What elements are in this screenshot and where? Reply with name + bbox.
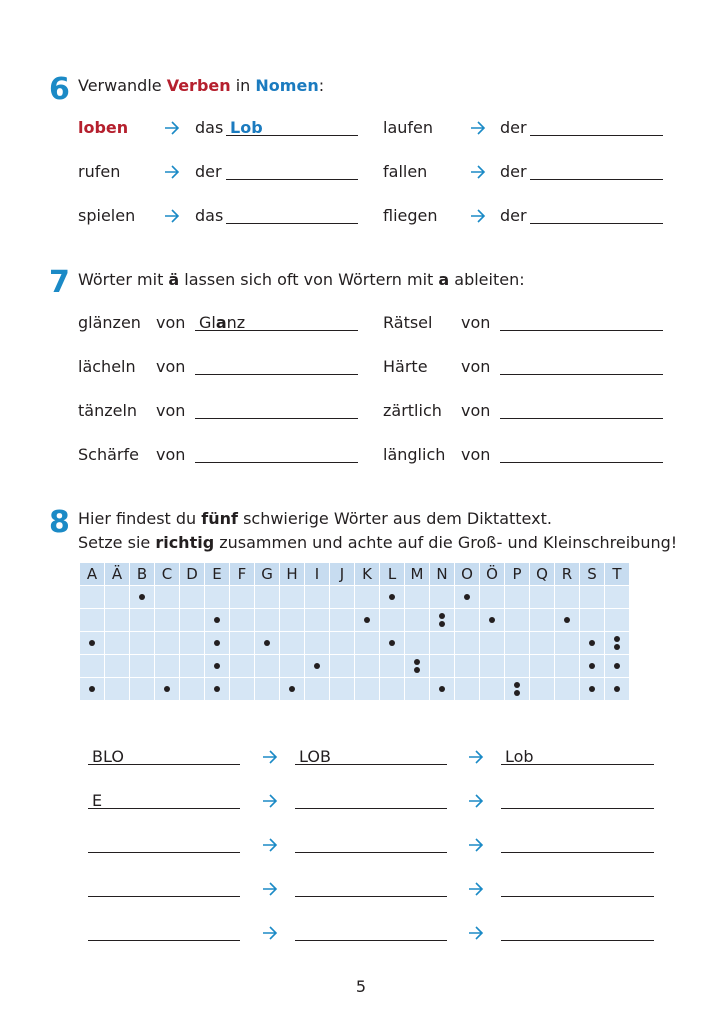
grid-cell bbox=[280, 586, 305, 609]
answer-line[interactable] bbox=[195, 462, 358, 463]
grid-dot bbox=[289, 686, 295, 692]
grid-cell bbox=[505, 609, 530, 632]
grid-letter: C bbox=[155, 563, 180, 586]
ex7-instruction bbox=[78, 270, 525, 290]
grid-dot bbox=[414, 659, 420, 665]
ex6-article: der bbox=[195, 162, 222, 181]
answer-line[interactable] bbox=[501, 808, 654, 809]
ex8-line1-a: Hier findest du bbox=[78, 509, 202, 528]
grid-cell bbox=[305, 609, 330, 632]
grid-dot bbox=[464, 594, 470, 600]
grid-cell bbox=[330, 678, 355, 701]
grid-cell bbox=[555, 586, 580, 609]
grid-dot bbox=[214, 640, 220, 646]
grid-letter: J bbox=[330, 563, 355, 586]
grid-cell bbox=[80, 632, 105, 655]
grid-cell bbox=[505, 655, 530, 678]
grid-cell bbox=[155, 586, 180, 609]
ex6-verb: fallen bbox=[383, 162, 428, 181]
grid-cell bbox=[405, 609, 430, 632]
grid-cell bbox=[180, 678, 205, 701]
grid-cell bbox=[380, 586, 405, 609]
grid-cell bbox=[605, 655, 630, 678]
ex8-answer-text[interactable]: Lob bbox=[505, 747, 534, 766]
grid-cell bbox=[380, 678, 405, 701]
grid-letter: P bbox=[505, 563, 530, 586]
ex6-intro-nouns: Nomen bbox=[255, 76, 319, 95]
grid-dot bbox=[389, 594, 395, 600]
grid-letter: Q bbox=[530, 563, 555, 586]
ex6-intro-mid: in bbox=[230, 76, 256, 95]
ex7-word: tänzeln bbox=[78, 401, 138, 420]
grid-cell bbox=[255, 678, 280, 701]
answer-line[interactable] bbox=[195, 330, 358, 331]
grid-letter: Ö bbox=[480, 563, 505, 586]
grid-cell bbox=[80, 586, 105, 609]
ex8-line2-a: Setze sie bbox=[78, 533, 156, 552]
page-number: 5 bbox=[355, 977, 367, 996]
grid-cell bbox=[505, 678, 530, 701]
ex7-word: lächeln bbox=[78, 357, 136, 376]
grid-dot bbox=[264, 640, 270, 646]
grid-letter: M bbox=[405, 563, 430, 586]
ex7-von: von bbox=[156, 401, 186, 420]
grid-cell bbox=[505, 632, 530, 655]
arrow-right-icon bbox=[470, 209, 486, 223]
ex7-word: Schärfe bbox=[78, 445, 139, 464]
grid-letter: K bbox=[355, 563, 380, 586]
answer-line[interactable] bbox=[88, 852, 240, 853]
grid-letter: D bbox=[180, 563, 205, 586]
grid-cell bbox=[130, 586, 155, 609]
arrow-right-icon bbox=[164, 121, 180, 135]
grid-cell bbox=[580, 655, 605, 678]
answer-line[interactable] bbox=[195, 374, 358, 375]
arrow-right-icon bbox=[468, 926, 484, 940]
grid-cell bbox=[405, 632, 430, 655]
grid-cell bbox=[380, 609, 405, 632]
grid-dot bbox=[214, 663, 220, 669]
grid-cell bbox=[480, 609, 505, 632]
grid-letter: E bbox=[205, 563, 230, 586]
arrow-right-icon bbox=[262, 882, 278, 896]
grid-cell bbox=[130, 609, 155, 632]
grid-cell bbox=[480, 678, 505, 701]
ex6-article: das bbox=[195, 118, 224, 137]
grid-dot bbox=[589, 663, 595, 669]
grid-letter: A bbox=[80, 563, 105, 586]
grid-cell bbox=[255, 609, 280, 632]
grid-cell bbox=[380, 655, 405, 678]
grid-cell bbox=[280, 655, 305, 678]
grid-dot bbox=[364, 617, 370, 623]
ex7-von: von bbox=[156, 357, 186, 376]
answer-line[interactable] bbox=[501, 940, 654, 941]
grid-cell bbox=[205, 655, 230, 678]
grid-cell bbox=[580, 609, 605, 632]
answer-line[interactable] bbox=[500, 330, 663, 331]
ex7-intro-a: Wörter mit bbox=[78, 270, 169, 289]
ex6-article: der bbox=[500, 162, 527, 181]
arrow-right-icon bbox=[262, 750, 278, 764]
grid-cell bbox=[530, 586, 555, 609]
answer-line[interactable] bbox=[530, 179, 663, 180]
grid-cell bbox=[330, 609, 355, 632]
grid-cell bbox=[380, 632, 405, 655]
grid-cell bbox=[280, 678, 305, 701]
ex7-von: von bbox=[461, 313, 491, 332]
grid-cell bbox=[80, 655, 105, 678]
exercise-number-6: 6 bbox=[49, 72, 70, 107]
grid-dot bbox=[614, 636, 620, 642]
arrow-right-icon bbox=[468, 882, 484, 896]
ex7-intro-e: ableiten: bbox=[449, 270, 525, 289]
grid-letter: S bbox=[580, 563, 605, 586]
arrow-right-icon bbox=[164, 165, 180, 179]
grid-cell bbox=[205, 609, 230, 632]
grid-cell bbox=[230, 586, 255, 609]
ex7-word: Härte bbox=[383, 357, 428, 376]
ex8-line1-b: fünf bbox=[201, 509, 238, 528]
answer-line[interactable] bbox=[295, 764, 447, 765]
grid-cell bbox=[355, 586, 380, 609]
grid-cell bbox=[530, 678, 555, 701]
grid-cell bbox=[355, 609, 380, 632]
grid-cell bbox=[255, 655, 280, 678]
grid-cell bbox=[555, 655, 580, 678]
grid-cell bbox=[455, 655, 480, 678]
grid-cell bbox=[355, 655, 380, 678]
grid-cell bbox=[555, 678, 580, 701]
answer-line[interactable] bbox=[226, 135, 358, 136]
grid-cell bbox=[605, 586, 630, 609]
arrow-right-icon bbox=[164, 209, 180, 223]
grid-cell bbox=[230, 655, 255, 678]
grid-cell bbox=[155, 609, 180, 632]
ex7-von: von bbox=[156, 445, 186, 464]
grid-cell bbox=[230, 609, 255, 632]
ex6-intro-prefix: Verwandle bbox=[78, 76, 167, 95]
grid-row bbox=[80, 678, 630, 701]
answer-line[interactable] bbox=[195, 418, 358, 419]
grid-dot bbox=[589, 640, 595, 646]
grid-dot bbox=[139, 594, 145, 600]
grid-cell bbox=[605, 632, 630, 655]
grid-dot bbox=[89, 686, 95, 692]
grid-cell bbox=[430, 609, 455, 632]
letter-grid-header bbox=[80, 563, 630, 586]
grid-dot bbox=[214, 617, 220, 623]
grid-cell bbox=[280, 609, 305, 632]
grid-letter: T bbox=[605, 563, 630, 586]
grid-dot bbox=[564, 617, 570, 623]
grid-dot bbox=[164, 686, 170, 692]
ex7-example-pre: Gl bbox=[199, 313, 216, 332]
ex8-answer-text[interactable]: LOB bbox=[299, 747, 331, 766]
grid-cell bbox=[505, 586, 530, 609]
ex7-intro-c: lassen sich oft von Wörtern mit bbox=[179, 270, 439, 289]
grid-cell bbox=[180, 655, 205, 678]
ex7-example-post: nz bbox=[226, 313, 246, 332]
answer-line[interactable] bbox=[88, 940, 240, 941]
answer-line[interactable] bbox=[226, 179, 358, 180]
ex6-verb: spielen bbox=[78, 206, 136, 225]
grid-cell bbox=[530, 632, 555, 655]
ex7-intro-d: a bbox=[438, 270, 450, 289]
grid-cell bbox=[530, 609, 555, 632]
grid-cell bbox=[605, 678, 630, 701]
grid-dot bbox=[414, 667, 420, 673]
grid-cell bbox=[180, 586, 205, 609]
answer-line[interactable] bbox=[295, 940, 447, 941]
ex8-line2-b: richtig bbox=[155, 533, 215, 552]
grid-cell bbox=[305, 632, 330, 655]
grid-cell bbox=[555, 632, 580, 655]
grid-cell bbox=[105, 586, 130, 609]
grid-cell bbox=[580, 678, 605, 701]
grid-cell bbox=[180, 632, 205, 655]
grid-dot bbox=[314, 663, 320, 669]
arrow-right-icon bbox=[262, 838, 278, 852]
answer-line[interactable] bbox=[501, 764, 654, 765]
ex7-word: zärtlich bbox=[383, 401, 442, 420]
grid-cell bbox=[330, 655, 355, 678]
grid-cell bbox=[205, 678, 230, 701]
ex6-verb: loben bbox=[78, 118, 129, 137]
answer-line[interactable] bbox=[500, 462, 663, 463]
ex7-von: von bbox=[461, 401, 491, 420]
grid-cell bbox=[230, 678, 255, 701]
arrow-right-icon bbox=[470, 121, 486, 135]
grid-cell bbox=[430, 586, 455, 609]
grid-letter: F bbox=[230, 563, 255, 586]
answer-line[interactable] bbox=[500, 374, 663, 375]
grid-dot bbox=[439, 686, 445, 692]
grid-cell bbox=[330, 586, 355, 609]
exercise-number-8: 8 bbox=[49, 505, 70, 540]
grid-row bbox=[80, 632, 630, 655]
grid-cell bbox=[105, 609, 130, 632]
ex8-line2-c: zusammen und achte auf die Groß- und Kleinschreibung! bbox=[214, 533, 678, 552]
answer-line[interactable] bbox=[530, 223, 663, 224]
answer-line[interactable] bbox=[501, 852, 654, 853]
grid-cell bbox=[530, 655, 555, 678]
ex6-verb: fliegen bbox=[383, 206, 438, 225]
grid-cell bbox=[130, 632, 155, 655]
grid-dot bbox=[439, 613, 445, 619]
grid-letter: Ä bbox=[105, 563, 130, 586]
grid-row bbox=[80, 655, 630, 678]
grid-dot bbox=[439, 621, 445, 627]
answer-line[interactable] bbox=[530, 135, 663, 136]
grid-cell bbox=[455, 586, 480, 609]
grid-cell bbox=[80, 678, 105, 701]
grid-cell bbox=[255, 586, 280, 609]
grid-cell bbox=[305, 678, 330, 701]
answer-line[interactable] bbox=[88, 764, 240, 765]
arrow-right-icon bbox=[262, 794, 278, 808]
arrow-right-icon bbox=[468, 838, 484, 852]
grid-letter: H bbox=[280, 563, 305, 586]
grid-cell bbox=[155, 655, 180, 678]
grid-cell bbox=[155, 678, 180, 701]
grid-cell bbox=[355, 632, 380, 655]
grid-cell bbox=[105, 655, 130, 678]
grid-cell bbox=[455, 632, 480, 655]
grid-cell bbox=[430, 678, 455, 701]
arrow-right-icon bbox=[468, 750, 484, 764]
answer-line[interactable] bbox=[88, 808, 240, 809]
ex7-example-bold: a bbox=[215, 313, 227, 332]
grid-cell bbox=[480, 586, 505, 609]
grid-cell bbox=[280, 632, 305, 655]
answer-line[interactable] bbox=[501, 896, 654, 897]
answer-line[interactable] bbox=[88, 896, 240, 897]
grid-dot bbox=[614, 686, 620, 692]
ex6-article: der bbox=[500, 206, 527, 225]
grid-cell bbox=[255, 632, 280, 655]
grid-cell bbox=[305, 586, 330, 609]
answer-line[interactable] bbox=[500, 418, 663, 419]
arrow-right-icon bbox=[470, 165, 486, 179]
ex7-von: von bbox=[461, 445, 491, 464]
ex7-intro-b: ä bbox=[168, 270, 180, 289]
grid-cell bbox=[455, 678, 480, 701]
grid-letter: N bbox=[430, 563, 455, 586]
grid-letter: G bbox=[255, 563, 280, 586]
grid-dot bbox=[589, 686, 595, 692]
grid-cell bbox=[405, 655, 430, 678]
grid-row bbox=[80, 586, 630, 609]
grid-cell bbox=[105, 678, 130, 701]
ex8-line1-c: schwierige Wörter aus dem Diktattext. bbox=[237, 509, 552, 528]
ex7-word: Rätsel bbox=[383, 313, 433, 332]
letter-grid bbox=[79, 562, 630, 701]
grid-cell bbox=[205, 586, 230, 609]
grid-row bbox=[80, 609, 630, 632]
grid-cell bbox=[480, 655, 505, 678]
grid-letter: L bbox=[380, 563, 405, 586]
ex6-verb: rufen bbox=[78, 162, 121, 181]
grid-cell bbox=[555, 609, 580, 632]
grid-letter: B bbox=[130, 563, 155, 586]
ex6-verb: laufen bbox=[383, 118, 434, 137]
ex6-article: der bbox=[500, 118, 527, 137]
grid-cell bbox=[480, 632, 505, 655]
ex7-word: länglich bbox=[383, 445, 446, 464]
grid-cell bbox=[455, 609, 480, 632]
ex6-answer[interactable]: Lob bbox=[230, 118, 263, 137]
arrow-right-icon bbox=[262, 926, 278, 940]
grid-cell bbox=[580, 632, 605, 655]
grid-cell bbox=[155, 632, 180, 655]
ex8-instruction-line2 bbox=[78, 533, 677, 553]
ex7-von: von bbox=[156, 313, 186, 332]
grid-cell bbox=[605, 609, 630, 632]
grid-dot bbox=[489, 617, 495, 623]
answer-line[interactable] bbox=[295, 896, 447, 897]
ex8-answer-text[interactable]: E bbox=[92, 791, 103, 810]
ex6-instruction bbox=[78, 76, 324, 96]
grid-dot bbox=[614, 663, 620, 669]
grid-cell bbox=[230, 632, 255, 655]
grid-cell bbox=[405, 678, 430, 701]
arrow-right-icon bbox=[468, 794, 484, 808]
grid-cell bbox=[305, 655, 330, 678]
ex7-word: glänzen bbox=[78, 313, 141, 332]
grid-cell bbox=[105, 632, 130, 655]
ex8-answer-text[interactable]: BLO bbox=[92, 747, 124, 766]
grid-dot bbox=[514, 690, 520, 696]
grid-cell bbox=[130, 678, 155, 701]
grid-cell bbox=[430, 655, 455, 678]
grid-dot bbox=[514, 682, 520, 688]
grid-letter: R bbox=[555, 563, 580, 586]
grid-cell bbox=[80, 609, 105, 632]
grid-cell bbox=[405, 586, 430, 609]
ex7-von: von bbox=[461, 357, 491, 376]
grid-cell bbox=[580, 586, 605, 609]
grid-letter: I bbox=[305, 563, 330, 586]
exercise-number-7: 7 bbox=[49, 265, 70, 300]
grid-dot bbox=[214, 686, 220, 692]
grid-dot bbox=[389, 640, 395, 646]
answer-line[interactable] bbox=[295, 852, 447, 853]
grid-cell bbox=[355, 678, 380, 701]
grid-cell bbox=[205, 632, 230, 655]
grid-cell bbox=[130, 655, 155, 678]
grid-cell bbox=[180, 609, 205, 632]
grid-dot bbox=[614, 644, 620, 650]
grid-letter: O bbox=[455, 563, 480, 586]
ex6-intro-suffix: : bbox=[318, 76, 325, 95]
ex6-intro-verbs: Verben bbox=[166, 76, 231, 95]
ex8-instruction-line1 bbox=[78, 509, 552, 529]
answer-line[interactable] bbox=[295, 808, 447, 809]
ex6-article: das bbox=[195, 206, 224, 225]
grid-cell bbox=[330, 632, 355, 655]
grid-cell bbox=[430, 632, 455, 655]
grid-dot bbox=[89, 640, 95, 646]
answer-line[interactable] bbox=[226, 223, 358, 224]
